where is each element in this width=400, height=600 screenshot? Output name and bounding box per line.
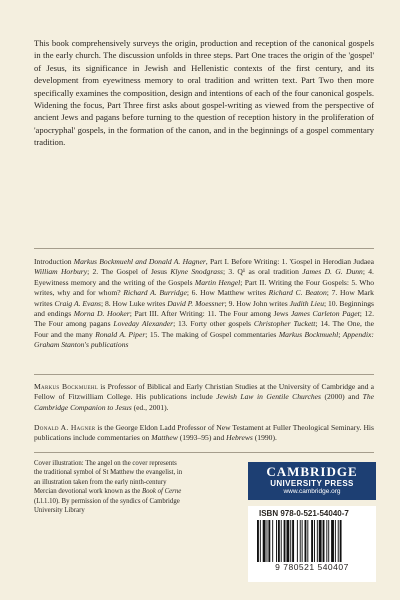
publisher-subtitle: UNIVERSITY PRESS (270, 479, 354, 488)
publisher-logo (248, 462, 376, 500)
author-bio-bockmuehl: Markus Bockmuehl is Professor of Biblical and Early Christian Studies at the University of Cambridge and a Fellow of Fitzwilliam College. His publications include Jewish Law in Gentile Churches (2000) and The Cambridge Companion to Jesus (ed., 2001). (34, 382, 375, 412)
divider (34, 248, 374, 249)
barcode-panel (248, 506, 376, 582)
divider (34, 374, 374, 375)
author-bio-hagner: Donald A. Hagner is the George Eldon Ladd Professor of New Testament at Fuller Theological Seminary. His publications include commentaries on Matthew (1993–95) and Hebrews (1990). (34, 423, 374, 443)
cover-illustration-note: Cover illustration: The angel on the cover represents the traditional symbol of St Matthew the evangelist, in an illustration taken from the early ninth-century Mercian devotional work known as the Book of Cerne (Ll.1.10). By permission of the syndics of Cambridge University Library (34, 460, 183, 515)
divider (34, 452, 374, 453)
publisher-name: CAMBRIDGE (266, 464, 358, 479)
barcode-number: 9 780521 540407 (275, 562, 349, 572)
book-blurb: This book comprehensively surveys the origin, production and reception of the canonical gospels in the early church. The discussion unfolds in three steps. Part One traces the origin of the 'gospel' of Jesus, its significance in Jewish and Hellenistic contexts of the first century, and its development from eyewitness memory to oral tradition and written text. Part Two then more specifically examines the composition, design and intentions of each of the four canonical gospels. Widening the focus, Part Three first asks about gospel-writing as viewed from the perspective of ancient Jews and pagans before turning to the question of reception history in the proliferation of 'apocryphal' gospels, in the formation of the canon, and in the beginnings of a gospel commentary tradition. (34, 38, 374, 148)
isbn-label: ISBN 978-0-521-54040-7 (259, 509, 349, 518)
table-of-contents: Introduction Markus Bockmuehl and Donald A. Hagner, Part I. Before Writing: 1. 'Gospel in Herodian Judaea William Horbury; 2. The Gospel of Jesus Klyne Snodgrass; 3. Q¹ as oral tradition James D. G. Dunn; 4. Eyewitness memory and the writing of the Gospels Martin Hengel; Part II. Writing the Four Gospels: 5. Who writes, why and for whom? Richard A. Burridge; 6. How Matthew writes Richard C. Beaton; 7. How Mark writes Craig A. Evans; 8. How Luke writes David P. Moessner; 9. How John writes Judith Lieu; 10. Beginnings and endings Morna D. Hooker; Part III. After Writing: 11. The Four among Jews James Carleton Paget; 12. The Four among pagans Loveday Alexander; 13. Forty other gospels Christopher Tuckett; 14. The One, the Four and the many Ronald A. Piper; 15. The making of Gospel commentaries Markus Bockmuehl; Appendix: Graham Stanton's publications (34, 257, 375, 350)
publisher-url: www.cambridge.org (283, 488, 341, 495)
barcode-image (253, 520, 371, 562)
